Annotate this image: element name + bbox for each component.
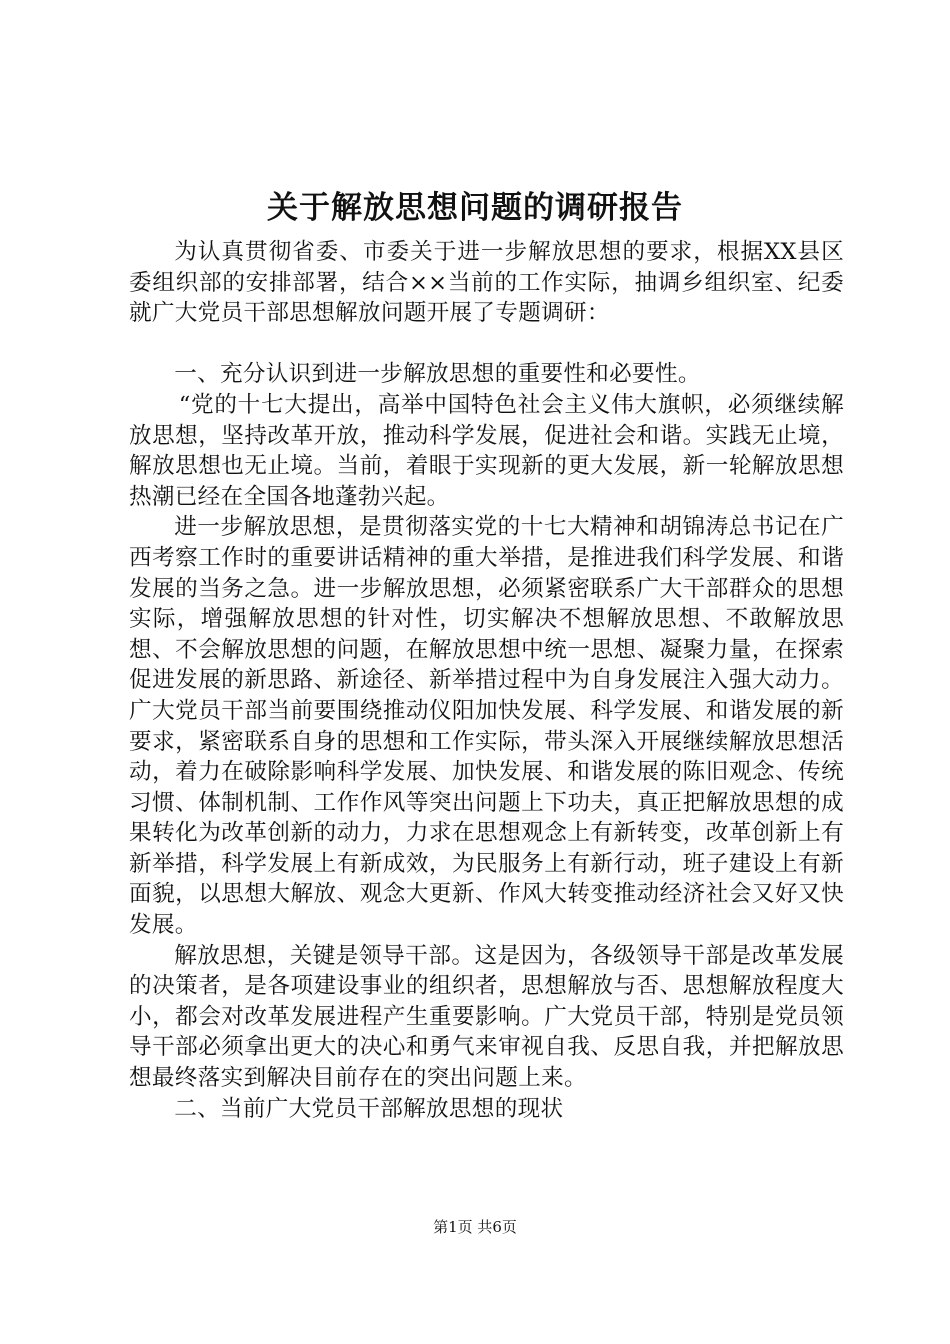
body-paragraph-1: 进一步解放思想，是贯彻落实党的十七大精神和胡锦涛总书记在广西考察工作时的重要讲话精神的重大举措，是推进我们科学发展、和谐发展的当务之急。进一步解放思想，必须紧密联系广大干部群众的思想实际，增强解放思想的针对性，切实解决不想解放思想、不敢解放思想、不会解放思想的问题，在解放思想中统一思想、凝聚力量，在探索促进发展的新思路、新途径、新举措过程中为自身发展注入强大动力。广大党员干部当前要围绕推动仪阳加快发展、科学发展、和谐发展的新要求，紧密联系自身的思想和工作实际，带头深入开展继续解放思想活动，着力在破除影响科学发展、加快发展、和谐发展的陈旧观念、传统习惯、体制机制、工作作风等突出问题上下功夫，真正把解放思想的成果转化为改革创新的动力，力求在思想观念上有新转变，改革创新上有新举措，科学发展上有新成效，为民服务上有新行动，班子建设上有新面貌，以思想大解放、观念大更新、作风大转变推动经济社会又好又快发展。 (129, 514, 844, 939)
quote-paragraph: “党的十七大提出，高举中国特色社会主义伟大旗帜，必须继续解放思想，坚持改革开放，推动科学发展，促进社会和谐。实践无止境，解放思想也无止境。当前，着眼于实现新的更大发展，新一轮解放思想热潮已经在全国各地蓬勃兴起。 (129, 391, 844, 510)
intro-paragraph: 为认真贯彻省委、市委关于进一步解放思想的要求，根据XX县区委组织部的安排部署，结合××当前的工作实际，抽调乡组织室、纪委就广大党员干部思想解放问题开展了专题调研： (129, 239, 844, 327)
document-body (129, 237, 844, 1124)
page-number: 第1页 共6页 (433, 1218, 517, 1236)
section-heading-1: 一、充分认识到进一步解放思想的重要性和必要性。 (174, 361, 701, 388)
paragraph-gap (129, 329, 844, 360)
body-paragraph-2: 解放思想，关键是领导干部。这是因为，各级领导干部是改革发展的决策者，是各项建设事业的组织者，思想解放与否、思想解放程度大小，都会对改革发展进程产生重要影响。广大党员干部，特别是党员领导干部必须拿出更大的决心和勇气来审视自我、反思自我，并把解放思想最终落实到解决目前存在的突出问题上来。 (129, 942, 844, 1092)
section-heading-2: 二、当前广大党员干部解放思想的现状 (174, 1095, 564, 1122)
document-title: 关于解放思想问题的调研报告 (267, 190, 683, 226)
